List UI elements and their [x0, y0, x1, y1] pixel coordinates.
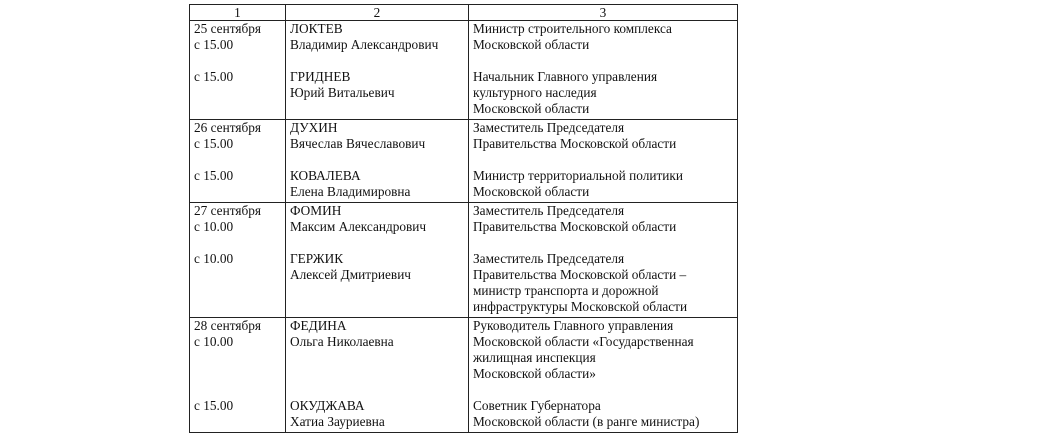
position-cell — [469, 318, 738, 433]
entry-block — [194, 69, 281, 117]
given-name-text: Елена Владимировна — [290, 184, 411, 199]
position-line: Московской области» — [473, 366, 596, 381]
position-line: культурного наследия — [473, 85, 597, 100]
entry-block — [290, 120, 464, 152]
entry-block — [290, 251, 464, 315]
position-line: Правительства Московской области — [473, 136, 677, 151]
entry-block — [473, 120, 733, 152]
entry-block — [290, 168, 464, 200]
entry-block — [290, 318, 464, 382]
header-row — [190, 5, 738, 21]
position-line: Правительства Московской области – — [473, 267, 687, 282]
position-line: Правительства Московской области — [473, 219, 677, 234]
entry-block — [290, 21, 464, 53]
surname-text: ОКУДЖАВА — [290, 398, 365, 413]
entry-block — [473, 203, 733, 235]
header-col-1: 1 — [190, 5, 286, 21]
entry-block — [194, 251, 281, 315]
date-text: 26 сентября — [194, 120, 261, 135]
time-text: с 10.00 — [194, 251, 234, 266]
entry-block — [473, 168, 733, 200]
time-text: с 10.00 — [194, 334, 234, 349]
time-text: с 15.00 — [194, 37, 234, 52]
position-line: Министр территориальной политики — [473, 168, 683, 183]
entry-block — [194, 398, 281, 430]
person-cell — [286, 21, 469, 120]
position-cell — [469, 203, 738, 318]
position-line: Руководитель Главного управления — [473, 318, 674, 333]
given-name-text: Ольга Николаевна — [290, 334, 394, 349]
given-name-text: Хатиа Зауриевна — [290, 414, 385, 429]
entry-block — [473, 318, 733, 382]
position-cell — [469, 21, 738, 120]
person-cell — [286, 120, 469, 203]
date-time-cell — [190, 120, 286, 203]
date-text: 28 сентября — [194, 318, 261, 333]
date-text: 25 сентября — [194, 21, 261, 36]
given-name-text: Максим Александрович — [290, 219, 427, 234]
position-line: министр транспорта и дорожной — [473, 283, 659, 298]
entry-block — [194, 120, 281, 152]
reception-schedule-table — [189, 4, 738, 433]
time-text: с 15.00 — [194, 69, 234, 84]
table-row — [190, 120, 738, 203]
person-cell — [286, 318, 469, 433]
entry-block — [194, 21, 281, 53]
position-cell — [469, 120, 738, 203]
position-line: Московской области «Государственная — [473, 334, 694, 349]
position-line: жилищная инспекция — [473, 350, 596, 365]
entry-block — [473, 69, 733, 117]
position-line: Заместитель Председателя — [473, 251, 625, 266]
position-line: Московской области — [473, 37, 590, 52]
time-text: с 15.00 — [194, 168, 234, 183]
surname-text: ФЕДИНА — [290, 318, 347, 333]
position-line: Московской области (в ранге министра) — [473, 414, 700, 429]
time-text: с 15.00 — [194, 136, 234, 151]
person-cell — [286, 203, 469, 318]
given-name-text: Владимир Александрович — [290, 37, 439, 52]
time-text: с 10.00 — [194, 219, 234, 234]
table-row — [190, 318, 738, 433]
given-name-text: Вячеслав Вячеславович — [290, 136, 426, 151]
time-text: с 15.00 — [194, 398, 234, 413]
entry-block — [290, 398, 464, 430]
date-text: 27 сентября — [194, 203, 261, 218]
entry-block — [473, 251, 733, 315]
date-time-cell — [190, 21, 286, 120]
entry-block — [194, 168, 281, 200]
date-time-cell — [190, 318, 286, 433]
entry-block — [290, 203, 464, 235]
position-line: Советник Губернатора — [473, 398, 601, 413]
entry-block — [290, 69, 464, 117]
header-col-2: 2 — [286, 5, 469, 21]
date-time-cell — [190, 203, 286, 318]
surname-text: ГЕРЖИК — [290, 251, 344, 266]
header-col-3: 3 — [469, 5, 738, 21]
surname-text: ДУХИН — [290, 120, 338, 135]
entry-block — [473, 398, 733, 430]
surname-text: ГРИДНЕВ — [290, 69, 351, 84]
position-line: Московской области — [473, 101, 590, 116]
position-line: инфраструктуры Московской области — [473, 299, 688, 314]
entry-block — [194, 203, 281, 235]
given-name-text: Юрий Витальевич — [290, 85, 395, 100]
surname-text: ФОМИН — [290, 203, 342, 218]
surname-text: ЛОКТЕВ — [290, 21, 343, 36]
position-line: Министр строительного комплекса — [473, 21, 672, 36]
entry-block — [194, 318, 281, 382]
position-line: Московской области — [473, 184, 590, 199]
position-line: Начальник Главного управления — [473, 69, 658, 84]
position-line: Заместитель Председателя — [473, 203, 625, 218]
entry-block — [473, 21, 733, 53]
table-row — [190, 21, 738, 120]
position-line: Заместитель Председателя — [473, 120, 625, 135]
surname-text: КОВАЛЕВА — [290, 168, 361, 183]
table-row — [190, 203, 738, 318]
given-name-text: Алексей Дмитриевич — [290, 267, 411, 282]
